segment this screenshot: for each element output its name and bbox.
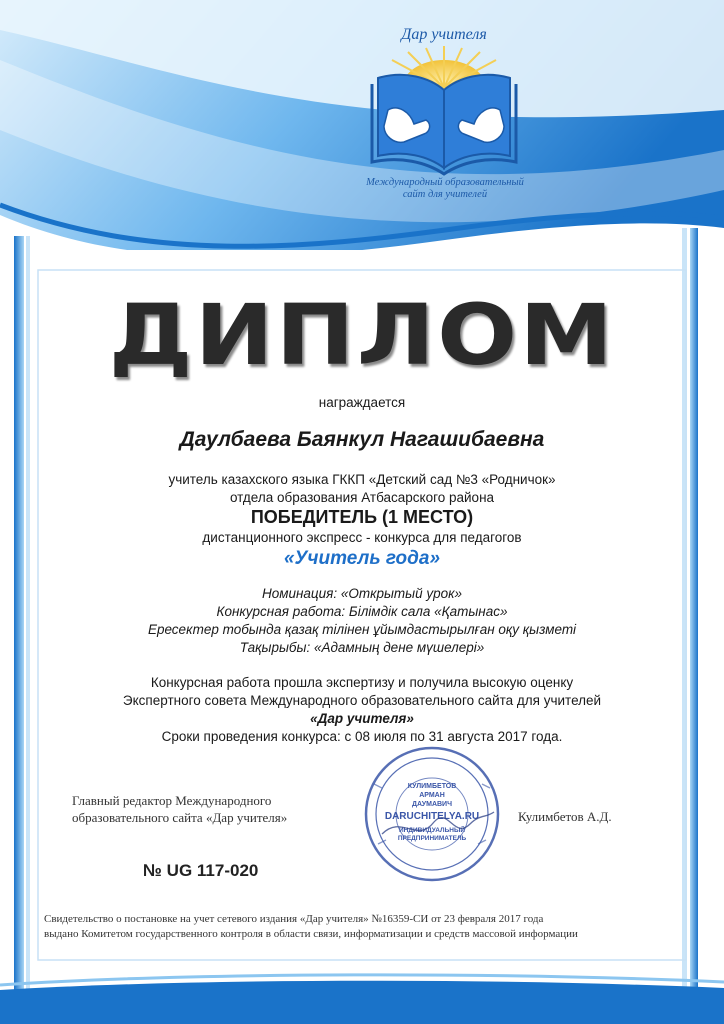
contest-work: Конкурсная работа: Білімдік сала «Қатынас» — [216, 604, 508, 619]
stamp-name-line2: АРМАН — [419, 792, 445, 799]
site-name: «Дар учителя» — [310, 711, 414, 726]
expertise-line1: Конкурсная работа прошла экспертизу и получила высокую оценку — [150, 675, 574, 690]
stamp-name-line1: КУЛИМБЕТОВ — [407, 783, 457, 790]
contest-work-line2: Ересектер тобында қазақ тілінен ұйымдастырылған оқу қызметі — [147, 622, 577, 637]
position-line2: отдела образования Атбасарского района — [229, 490, 495, 505]
footer-line2: выдано Комитетом государственного контроля в области связи, информатизации и средств массовой информации — [44, 928, 578, 940]
work-topic: Тақырыбы: «Адамның дене мүшелері» — [239, 640, 485, 655]
logo-subtitle-line1: Международный образовательный — [366, 177, 524, 188]
stamp-name-line3: ДАУМАВИЧ — [411, 801, 453, 808]
nomination: Номинация: «Открытый урок» — [261, 586, 463, 601]
contest-dates: Сроки проведения конкурса: с 08 июля по 31 августа 2017 года. — [161, 729, 563, 744]
logo-subtitle-line2: сайт для учителей — [402, 189, 488, 200]
stamp-type-line2: ПРЕДПРИНИМАТЕЛЬ — [397, 835, 467, 842]
editor-title — [72, 792, 287, 826]
contest-type: дистанционного экспресс - конкурса для педагогов — [202, 530, 522, 545]
diploma-number: № UG 117-020 — [143, 861, 259, 880]
result-title: ПОБЕДИТЕЛЬ (1 МЕСТО) — [250, 507, 474, 527]
editor-title-line1: Главный редактор Международного — [72, 793, 272, 808]
awarded-label: награждается — [318, 395, 406, 410]
logo-title: Дар учителя — [401, 26, 487, 43]
stamp-type-line1: ИНДИВИДУАЛЬНЫЙ — [398, 827, 466, 834]
position-line1: учитель казахского языка ГККП «Детский сад №3 «Родничок» — [168, 472, 556, 487]
official-stamp — [362, 744, 502, 884]
contest-name: «Учитель года» — [283, 548, 441, 569]
footer-certificate — [44, 912, 578, 942]
logo-subtitle — [355, 177, 535, 201]
diploma-title: ДИПЛОМ — [108, 286, 616, 384]
expertise-line2: Экспертного совета Международного образовательного сайта для учителей — [122, 693, 602, 708]
footer-line1: Свидетельство о постановке на учет сетевого издания «Дар учителя» №16359-СИ от 23 февраля 2017 года — [44, 913, 544, 925]
editor-name: Кулимбетов А.Д. — [518, 809, 612, 824]
recipient-name: Даулбаева Баянкул Нагашибаевна — [179, 428, 545, 451]
stamp-site: DARUCHITELYA.RU — [384, 811, 480, 822]
editor-title-line2: образовательного сайта «Дар учителя» — [72, 810, 288, 825]
